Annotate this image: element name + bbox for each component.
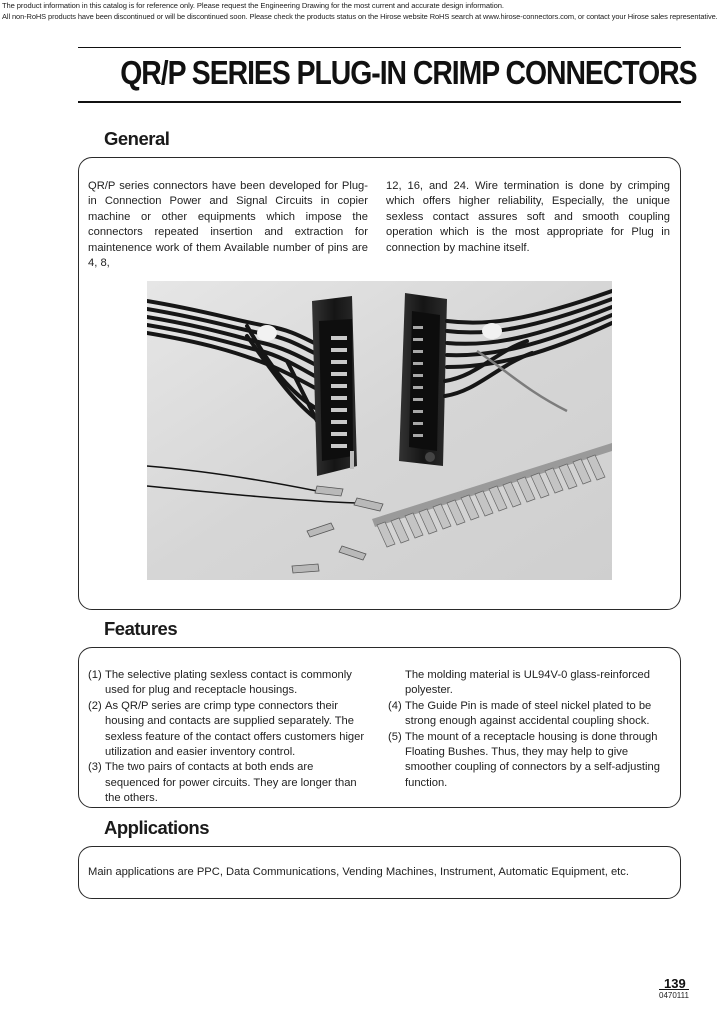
feature-item: The molding material is UL94V-0 glass-reinforced polyester. <box>405 669 650 697</box>
applications-heading: Applications <box>104 817 210 838</box>
features-list-right <box>388 668 670 791</box>
feature-item: (4) The Guide Pin is made of steel nickel plated to be strong enough against accidental coupling shock. <box>388 699 652 728</box>
applications-text: Main applications are PPC, Data Communications, Vending Machines, Instrument, Automatic Equipment, etc. <box>88 866 629 878</box>
feature-item: (2) As QR/P series are crimp type connectors their housing and contacts are supplied separately. The sexless feature of the contact offers customers higer utilization and easier inventory control. <box>88 699 365 759</box>
page-title: QR/P SERIES PLUG-IN CRIMP CONNECTORS <box>120 54 697 91</box>
feature-item: (5) The mount of a receptacle housing is done through Floating Bushes. Thus, they may help to give smoother coupling of connectors by a self-adjusting function. <box>388 730 660 789</box>
features-list-left <box>88 668 370 807</box>
general-text-left: QR/P series connectors have been developed for Plug-in Connection Power and Signal Circuits in copier machine or other equipments which impose the connectors repeated insertion and extraction for maintenence work of them Available number of pins are 4, 8, <box>88 180 368 270</box>
features-heading: Features <box>104 618 178 639</box>
catalog-notice-line-2: All non-RoHS products have been discontinued or will be discontinued soon. Please check the products status on the Hirose website RoHS search at www.hirose-connectors.com, or contact your Hirose sales representative. <box>2 12 718 21</box>
photo-background <box>147 281 612 580</box>
left-cable-tie <box>257 325 277 341</box>
title-top-rule <box>78 47 681 48</box>
general-heading: General <box>104 128 170 149</box>
right-cable-tie <box>482 323 502 339</box>
page-date-code: 0470111 <box>659 991 689 1000</box>
title-bottom-rule <box>78 101 681 103</box>
general-text-right: 12, 16, and 24. Wire termination is done by crimping which offers higher reliability, Especially, the unique sexless contact assures soft and smooth coupling operation which is the most appropriate for Plug in connection by machine itself. <box>386 180 670 254</box>
product-photo <box>147 281 612 580</box>
right-receptacle-housing <box>399 293 447 466</box>
feature-item: (1) The selective plating sexless contact is commonly used for plug and receptacle housings. <box>88 669 352 697</box>
page-number: 139 <box>664 976 686 991</box>
feature-item: (3) The two pairs of contacts at both ends are sequenced for power circuits. They are longer than the others. <box>88 761 357 805</box>
catalog-notice-line-1: The product information in this catalog is for reference only. Please request the Engineering Drawing for the most current and accurate design information. <box>2 1 504 10</box>
